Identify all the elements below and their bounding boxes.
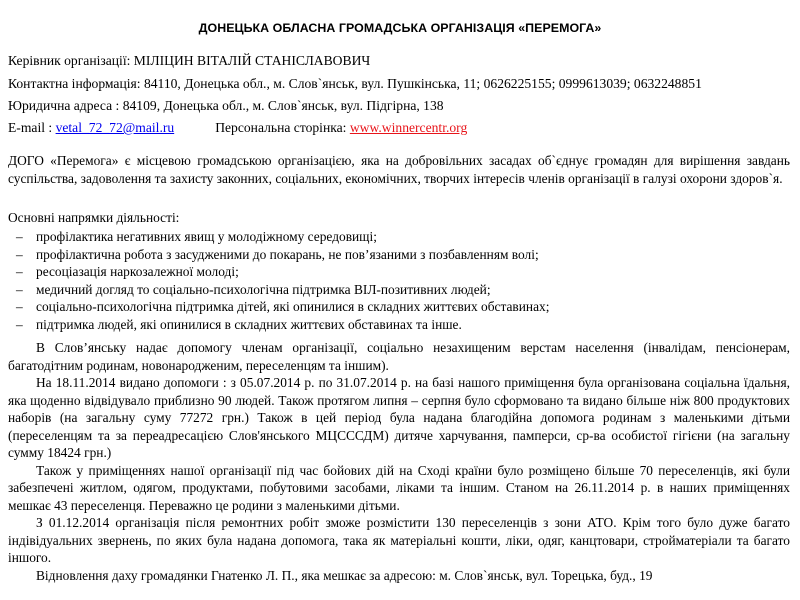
paragraph: На 18.11.2014 видано допомоги : з 05.07.2014 р. по 31.07.2014 р. на базі нашого приміщення була організована соціальна їдальня, яка щоденно відвідувало приблизно 90 людей. Також протягом липня – серпня було сформовано та видано більше ніж 800 продуктових наборів (на загальну суму 77272 грн.) Також в цей період була надана благодійна допомога родинам з маленькими дітьми (переселенцям та за переадресацією Слов'янського МЦСССДМ) дитяче харчування, памперси, ср-ва особистої гігієни (на загальну сумму 18424 грн.) (8, 375, 790, 460)
head-line: Керівник організації: МІЛІЦИН ВІТАЛІЙ СТАНІСЛАВОВИЧ (8, 53, 371, 68)
paragraph: З 01.12.2014 організація після ремонтних робіт зможе розмістити 130 переселенців з зони АТО. Крім того було дуже багато індівідуальних звернень, по яких була надана допомога, така як матеріальні кошти, ліки, одяг, канцтовари, стройматеріали та багато іншого. (8, 515, 790, 565)
contact-line: Контактна інформація: 84110, Донецька обл., м. Слов`янськ, вул. Пушкінська, 11; 0626225155; 0999613039; 0632248851 (8, 76, 702, 91)
directions-title: Основні напрямки діяльності: (8, 210, 180, 225)
list-item (16, 228, 549, 246)
legal-address: Юридична адреса : 84109, Донецька обл., м. Слов`янськ, вул. Підгірна, 138 (8, 98, 444, 113)
paragraph: В Слов’янську надає допомогу членам організації, соціально незахищеним верстам населення (інвалідам, пенсіонерам, багатодітним родинам, новонародженим, переселенцям та іншим). (8, 340, 790, 373)
list-item-text: медичний догляд то соціально-психологічна підтримка ВІЛ-позитивних людей; (36, 281, 491, 297)
list-item (16, 298, 549, 316)
list-dash: – (16, 246, 23, 262)
list-item-text: профілактика негативних явищ у молодіжному середовищі; (36, 229, 377, 244)
email-label: E-mail : (8, 120, 56, 135)
org-description: ДОГО «Перемога» є місцевою громадською організацією, яка на добровільних засадах об`єднує громадян для вирішення завдань суспільства, задоволення та захисту законних, соціальних, економічних, творчих інтересів членів організації в галузі охорони здоров`я. (8, 153, 790, 186)
list-dash: – (16, 316, 23, 332)
page-title: ДОНЕЦЬКА ОБЛАСНА ГРОМАДСЬКА ОРГАНІЗАЦІЯ «ПЕРЕМОГА» (198, 21, 602, 35)
list-dash: – (16, 264, 23, 280)
list-item (16, 263, 549, 281)
email-link[interactable]: vetal_72_72@mail.ru (55, 120, 175, 135)
list-dash: – (16, 299, 23, 315)
list-item-text: підтримка людей, які опинилися в складних життєвих обставинах та інше. (36, 316, 462, 332)
paragraph: Відновлення даху громадянки Гнатенко Л. П., яка мешкає за адресою: м. Слов`янськ, вул. Торецька, буд., 19 (36, 567, 653, 583)
site-label: Персональна сторінка: (215, 120, 350, 135)
site-link[interactable]: www.winnercentr.org (349, 120, 468, 135)
list-item (16, 246, 549, 264)
list-item-text: профілактична робота з засудженими до покарань, не пов’язаними з позбавленням волі; (36, 246, 539, 262)
directions-list (16, 228, 549, 334)
email-site-line (8, 120, 467, 136)
list-item (16, 281, 549, 299)
list-item (16, 316, 549, 334)
activity-report (8, 339, 790, 584)
paragraph: Також у приміщеннях нашої організації під час бойових дій на Сході країни було розміщено більше 70 переселенців, які були забезпечені житлом, одягом, продуктами, побутовими засобами, ліками та іншим. Станом на 26.11.2014 р. в наших приміщеннях мешкає 43 переселенця. Переважно це родини з маленькими дітьми. (8, 462, 790, 513)
list-item-text: соціально-психологічна підтримка дітей, які опинилися в складних життєвих обставинах; (36, 299, 550, 315)
list-dash: – (16, 281, 23, 297)
list-item-text: ресоціазація наркозалежної молоді; (36, 264, 239, 280)
list-dash: – (16, 229, 23, 244)
